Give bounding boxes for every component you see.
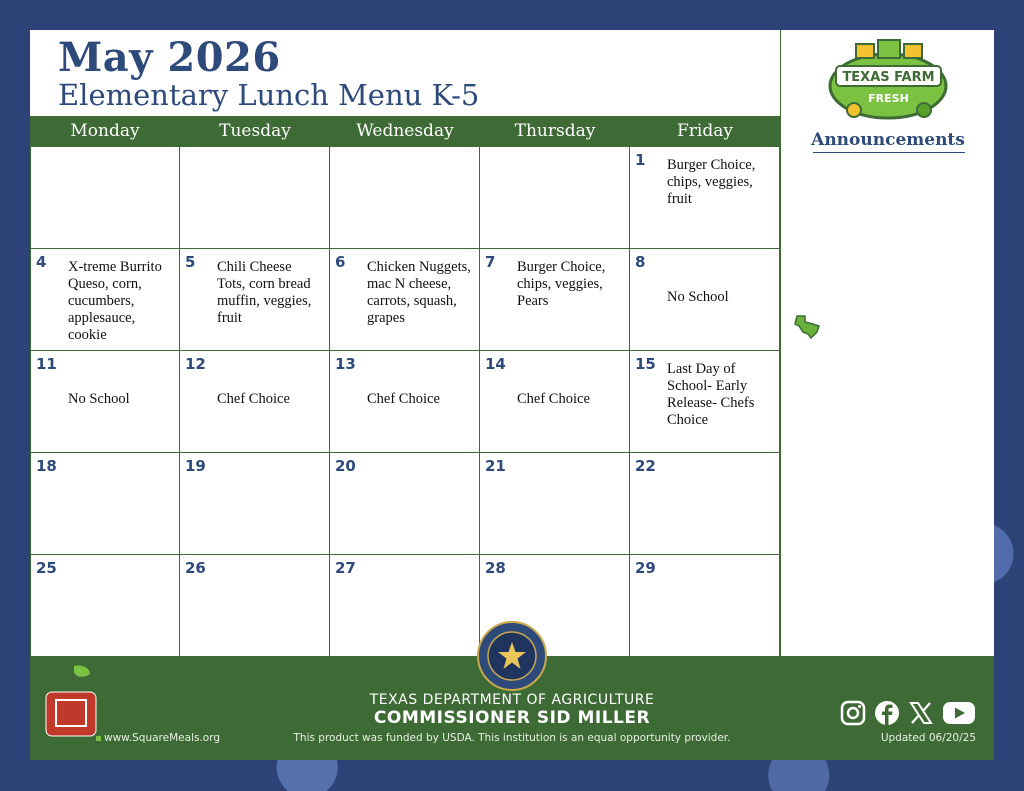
menu-text: Last Day of School- Early Release- Chefs Choice [667,361,755,428]
day-cell [330,555,480,657]
announcements-panel [780,30,994,656]
title-area [30,30,780,116]
date-number: 15 [635,355,656,373]
day-cell [180,249,330,351]
date-number: 20 [335,457,356,475]
weekday-tuesday: Tuesday [219,121,291,141]
facebook-icon[interactable] [874,700,900,726]
day-cell [330,147,480,249]
x-icon[interactable] [908,700,934,726]
website-link[interactable]: www.SquareMeals.org [104,732,221,744]
date-number: 14 [485,355,506,373]
day-cell [480,249,630,351]
instagram-icon[interactable] [840,700,866,726]
svg-text:TEXAS FARM: TEXAS FARM [842,70,935,85]
date-number: 6 [335,253,346,271]
agency-name: TEXAS DEPARTMENT OF AGRICULTURE [369,692,655,708]
day-cell [330,351,480,453]
menu-text: No School [667,289,729,305]
menu-text: Chili Cheese Tots, corn bread muffin, veggies, fruit [217,259,312,326]
date-number: 22 [635,457,656,475]
weekday-wednesday: Wednesday [356,121,454,141]
announcements-heading: Announcements [811,130,965,150]
announcements-underline [813,152,965,153]
day-cell [30,249,180,351]
texas-farm-fresh-logo [826,38,951,124]
date-number: 4 [36,253,47,271]
day-cell [630,351,780,453]
day-cell [30,555,180,657]
menu-text: Chef Choice [517,391,590,407]
day-cell [630,147,780,249]
social-links [840,700,976,726]
youtube-icon[interactable] [942,700,976,726]
commissioner-name: COMMISSIONER SID MILLER [373,708,651,728]
weekday-header [30,116,780,147]
day-cell [180,351,330,453]
date-number: 26 [185,559,206,577]
date-number: 7 [485,253,496,271]
calendar [30,116,780,657]
weekday-friday: Friday [677,121,733,141]
menu-text: Chef Choice [217,391,290,407]
page-title: May 2026 [58,34,281,81]
date-number: 12 [185,355,206,373]
date-number: 1 [635,151,646,169]
menu-text: X-treme Burrito Queso, corn, cucumbers, applesauce, cookie [68,259,162,343]
weekday-thursday: Thursday [514,121,596,141]
day-cell [480,351,630,453]
day-cell [180,453,330,555]
day-cell [630,453,780,555]
menu-text: Chicken Nuggets, mac N cheese, carrots, squash, grapes [367,259,471,326]
day-cell [480,147,630,249]
day-cell [180,555,330,657]
date-number: 5 [185,253,196,271]
day-cell [330,249,480,351]
day-cell [480,453,630,555]
menu-sheet [30,30,994,760]
svg-text:FRESH: FRESH [868,92,909,105]
tda-seal [476,620,548,692]
menu-text: Chef Choice [367,391,440,407]
day-cell [180,147,330,249]
date-number: 28 [485,559,506,577]
menu-text: No School [68,391,130,407]
page-subtitle: Elementary Lunch Menu K-5 [58,78,480,112]
date-number: 11 [36,355,57,373]
day-cell [30,147,180,249]
day-cell [30,453,180,555]
menu-text: Burger Choice, chips, veggies, fruit [667,157,756,207]
date-number: 8 [635,253,646,271]
usda-disclaimer: This product was funded by USDA. This institution is an equal opportunity provider. [293,732,731,744]
updated-date: Updated 06/20/25 [880,732,976,744]
date-number: 13 [335,355,356,373]
day-cell [330,453,480,555]
date-number: 18 [36,457,57,475]
day-cell [630,555,780,657]
texas-state-icon [793,312,821,340]
calendar-grid [30,147,780,657]
menu-text: Burger Choice, chips, veggies, Pears [517,259,606,309]
date-number: 21 [485,457,506,475]
footer [30,656,994,760]
date-number: 27 [335,559,356,577]
day-cell [630,249,780,351]
date-number: 25 [36,559,57,577]
date-number: 29 [635,559,656,577]
weekday-monday: Monday [70,121,140,141]
date-number: 19 [185,457,206,475]
day-cell [30,351,180,453]
